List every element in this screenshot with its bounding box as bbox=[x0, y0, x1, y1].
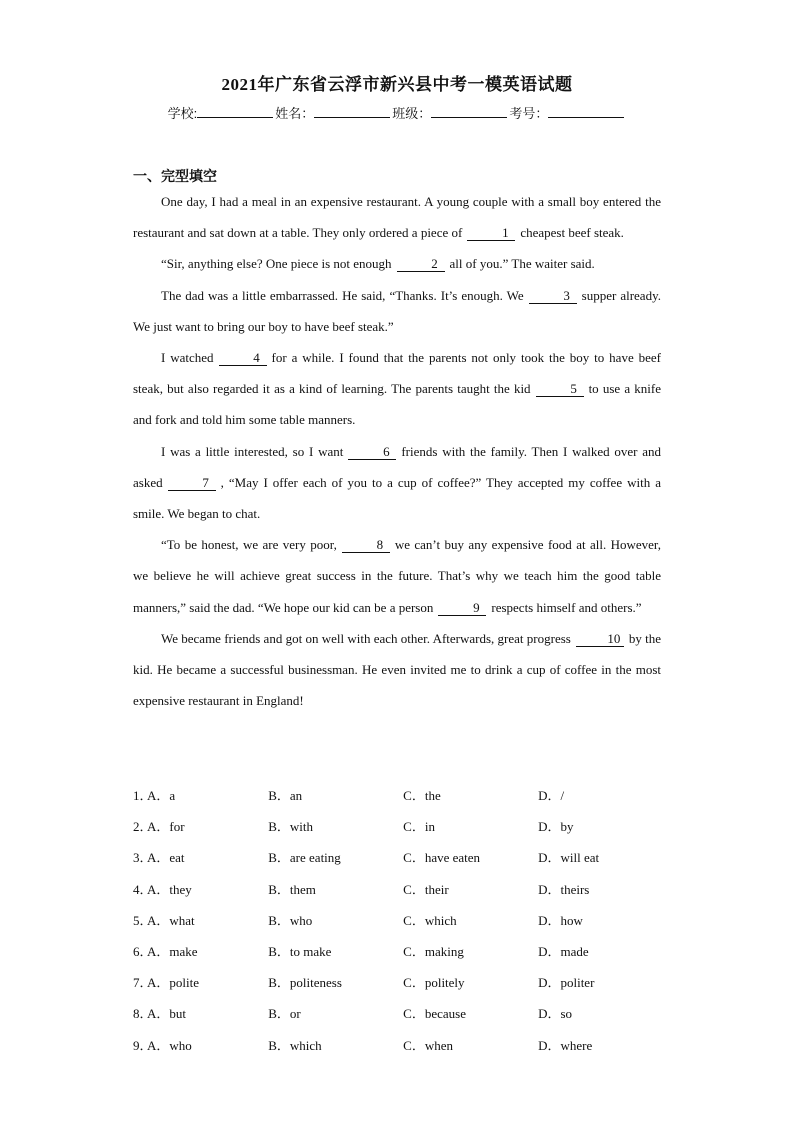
blank-10: 10 bbox=[576, 632, 624, 647]
passage-text: supper already. We just want to bring our boy to have beef steak.” bbox=[133, 287, 661, 334]
option-c: C．making bbox=[403, 944, 464, 960]
question-row bbox=[133, 1029, 673, 1060]
blank-4: 4 bbox=[219, 351, 267, 366]
question-number: 1． bbox=[133, 788, 153, 804]
question-row bbox=[133, 841, 673, 872]
option-a: A．they bbox=[147, 881, 192, 897]
paragraph bbox=[133, 186, 661, 248]
option-c: C．which bbox=[403, 912, 457, 928]
passage-text: The dad was a little embarrassed. He said, “Thanks. It’s enough. We bbox=[161, 287, 524, 303]
question-number: 7． bbox=[133, 975, 153, 991]
option-c: C．have eaten bbox=[403, 850, 481, 866]
option-a: A．a bbox=[147, 788, 176, 804]
question-row bbox=[133, 904, 673, 935]
question-row bbox=[133, 966, 673, 997]
option-b: B．or bbox=[268, 1006, 301, 1022]
exam-no-label: 考号： bbox=[509, 106, 549, 121]
option-a: A．what bbox=[147, 912, 195, 928]
option-b: B．are eating bbox=[268, 850, 341, 866]
option-d: D．so bbox=[538, 1006, 573, 1022]
question-number: 3． bbox=[133, 850, 153, 866]
passage-text: , “May I offer each of you to a cup of coffee?” They accepted my coffee with a smile. We began to chat. bbox=[133, 474, 661, 522]
question-number: 5． bbox=[133, 912, 153, 928]
option-b: B．them bbox=[268, 881, 316, 897]
blank-3: 3 bbox=[529, 289, 577, 304]
paragraph bbox=[133, 436, 661, 530]
passage-text: I was a little interested, so I want bbox=[161, 443, 344, 459]
blank-2: 2 bbox=[397, 257, 445, 272]
passage-text: We became friends and got on well with each other. Afterwards, great progress bbox=[161, 630, 571, 646]
page-title: 2021年广东省云浮市新兴县中考一模英语试题 bbox=[221, 75, 573, 94]
passage-text: “Sir, anything else? One piece is not enough bbox=[161, 256, 392, 272]
blank-1: 1 bbox=[467, 226, 515, 241]
option-b: B．with bbox=[268, 819, 314, 835]
option-d: D．by bbox=[538, 819, 574, 835]
option-c: C．politely bbox=[403, 975, 465, 991]
class-label: 班级： bbox=[392, 106, 432, 121]
paragraph bbox=[133, 623, 661, 717]
option-d: D．where bbox=[538, 1037, 593, 1053]
paragraph bbox=[133, 529, 661, 623]
school-blank bbox=[197, 105, 273, 118]
school-label: 学校: bbox=[167, 106, 198, 121]
question-row bbox=[133, 873, 673, 904]
passage-text: respects himself and others.” bbox=[491, 599, 642, 615]
passage-text: “To be honest, we are very poor, bbox=[161, 537, 337, 553]
option-c: C．in bbox=[403, 819, 435, 835]
option-d: D．will eat bbox=[538, 850, 600, 866]
student-info-line bbox=[0, 103, 794, 122]
option-b: B．an bbox=[268, 788, 303, 804]
option-a: A．who bbox=[147, 1037, 192, 1053]
passage-text: to use a knife and fork and told him some table manners. bbox=[133, 381, 662, 428]
passage-text: I watched bbox=[161, 350, 214, 366]
question-number: 6． bbox=[133, 944, 153, 960]
option-d: D．politer bbox=[538, 975, 595, 991]
option-a: A．make bbox=[147, 944, 198, 960]
name-label: 姓名： bbox=[275, 106, 315, 121]
option-c: C．because bbox=[403, 1006, 466, 1022]
option-d: D．/ bbox=[538, 788, 565, 804]
paragraph bbox=[133, 342, 661, 436]
passage-text: for a while. I found that the parents not only took the boy to have beef steak, but also regarded it as a kind of learning. The parents taught the kid bbox=[133, 350, 661, 397]
passage-text: we can’t buy any expensive food at all. However, we believe he will achieve great success in the future. That’s why we teach him the good table manners,” said the dad. “We hope our kid can be a person bbox=[133, 537, 661, 615]
option-b: B．to make bbox=[268, 944, 332, 960]
question-row bbox=[133, 779, 673, 810]
passage-text: by the kid. He became a successful businessman. He even invited me to drink a cup of coffee in the most expensive restaurant in England! bbox=[133, 630, 661, 709]
cloze-passage bbox=[133, 186, 661, 716]
section-title: 一、完型填空 bbox=[133, 168, 217, 184]
question-number: 8． bbox=[133, 1006, 153, 1022]
class-blank bbox=[431, 105, 507, 118]
blank-8: 8 bbox=[342, 538, 390, 553]
passage-text: cheapest beef steak. bbox=[520, 225, 624, 241]
question-row bbox=[133, 935, 673, 966]
passage-text: One day, I had a meal in an expensive restaurant. A young couple with a small boy entered the restaurant and sat down at a table. They only ordered a piece of bbox=[133, 194, 661, 241]
question-number: 2． bbox=[133, 819, 153, 835]
blank-5: 5 bbox=[536, 382, 584, 397]
exam-no-blank bbox=[548, 105, 624, 118]
option-b: B．who bbox=[268, 912, 313, 928]
blank-9: 9 bbox=[438, 601, 486, 616]
question-number: 4． bbox=[133, 881, 153, 897]
options-list bbox=[133, 779, 673, 1060]
option-d: D．how bbox=[538, 912, 583, 928]
passage-text: friends with the family. Then I walked over and asked bbox=[133, 443, 661, 490]
option-c: C．when bbox=[403, 1037, 453, 1053]
paragraph bbox=[133, 280, 661, 342]
name-blank bbox=[314, 105, 390, 118]
option-a: A．polite bbox=[147, 975, 199, 991]
option-c: C．their bbox=[403, 881, 449, 897]
blank-6: 6 bbox=[348, 445, 396, 460]
option-a: A．but bbox=[147, 1006, 187, 1022]
paragraph bbox=[133, 248, 661, 279]
option-a: A．eat bbox=[147, 850, 185, 866]
blank-7: 7 bbox=[168, 476, 216, 491]
option-d: D．made bbox=[538, 944, 589, 960]
option-a: A．for bbox=[147, 819, 185, 835]
option-d: D．theirs bbox=[538, 881, 590, 897]
option-b: B．politeness bbox=[268, 975, 342, 991]
question-number: 9． bbox=[133, 1037, 153, 1053]
option-b: B．which bbox=[268, 1037, 322, 1053]
option-c: C．the bbox=[403, 788, 441, 804]
question-row bbox=[133, 810, 673, 841]
passage-text: all of you.” The waiter said. bbox=[449, 256, 595, 272]
question-row bbox=[133, 997, 673, 1028]
